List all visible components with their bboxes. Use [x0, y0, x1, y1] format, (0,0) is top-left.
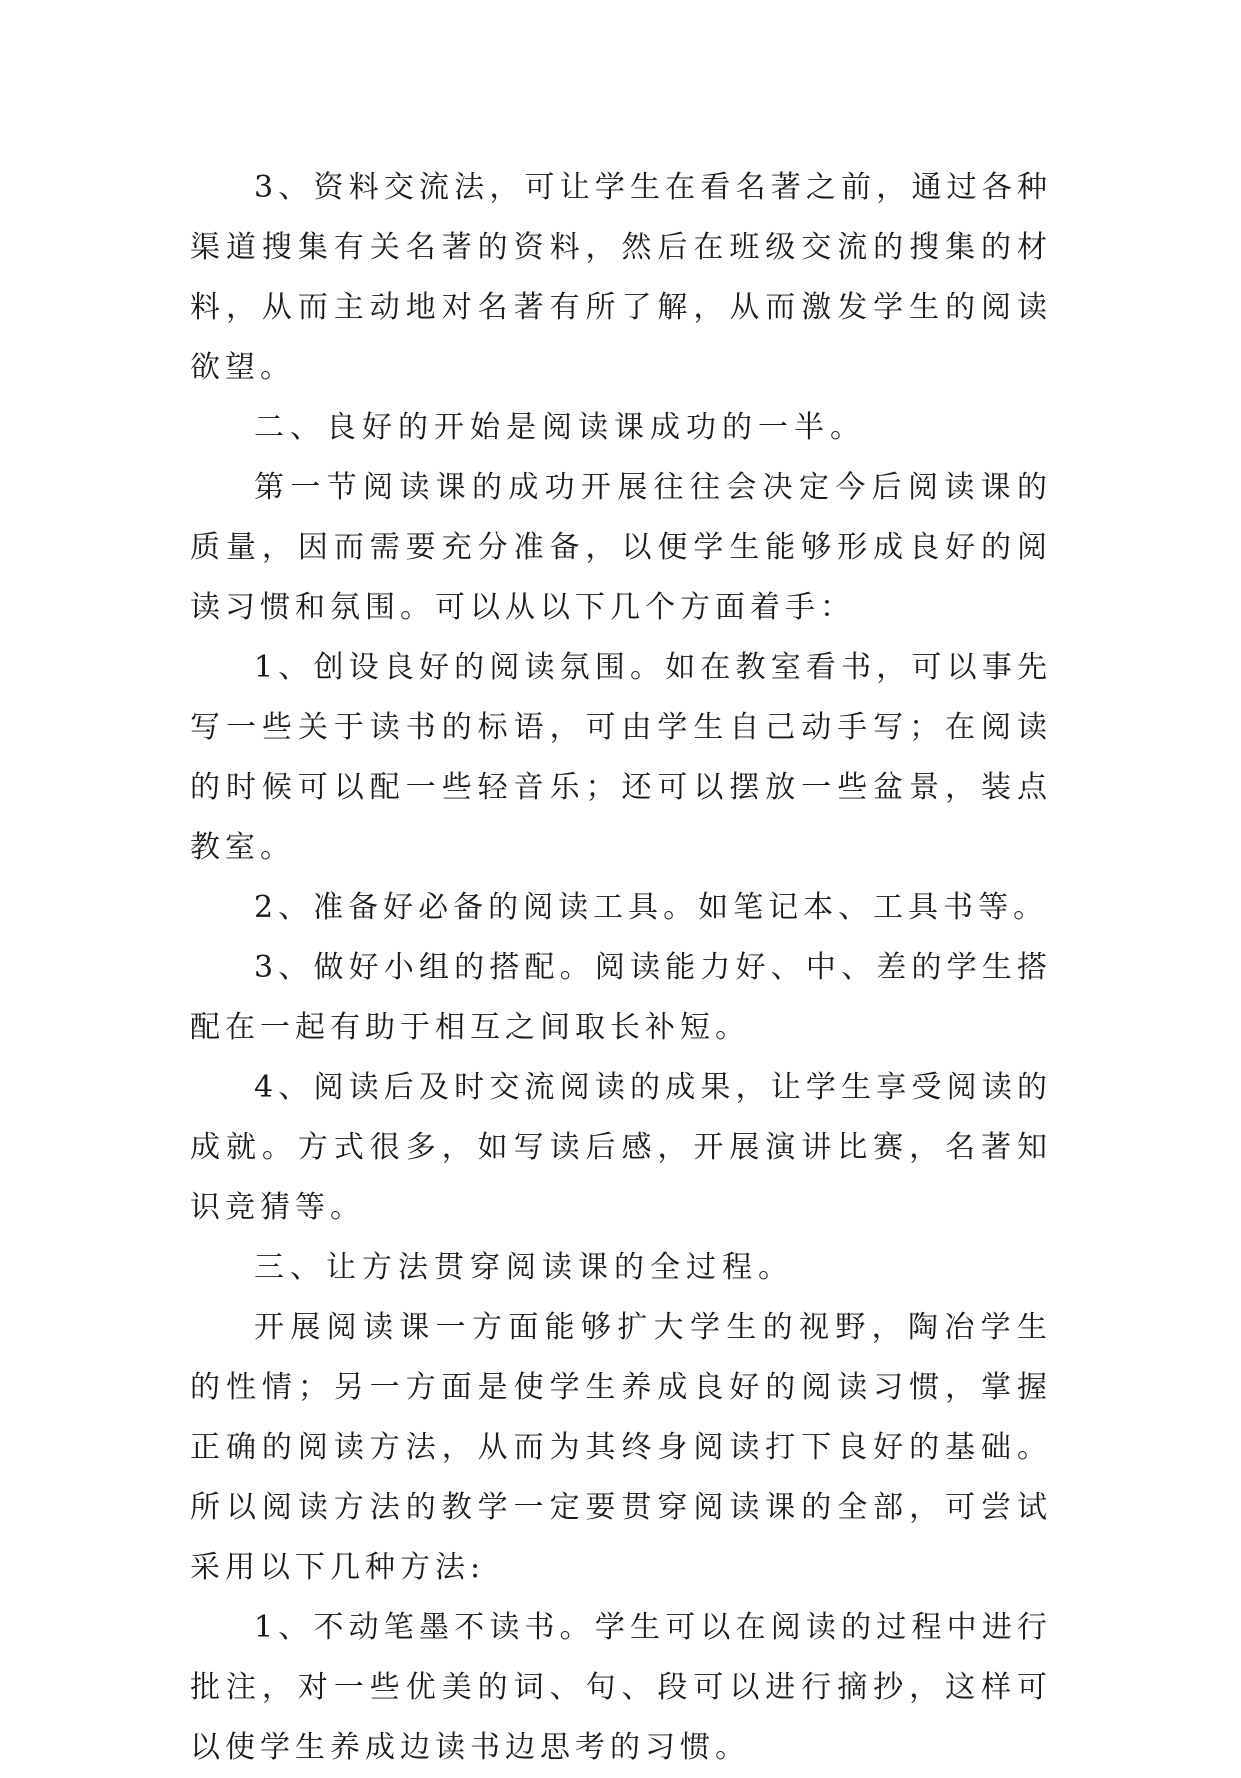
section-heading-2: 二、良好的开始是阅读课成功的一半。 — [254, 410, 866, 445]
paragraph-method-1-annotate: 1、不动笔墨不读书。学生可以在阅读的过程中进行批注，对一些优美的词、句、段可以进行摘抄，这样可以使学生养成边读书边思考的习惯。 — [190, 1610, 1052, 1765]
paragraph-first-reading-class: 第一节阅读课的成功开展往往会决定今后阅读课的质量，因而需要充分准备，以便学生能够形成良好的阅读习惯和氛围。可以从以下几个方面着手： — [190, 470, 1052, 625]
paragraph-reading-methods-intro: 开展阅读课一方面能够扩大学生的视野，陶冶学生的性情；另一方面是使学生养成良好的阅读习惯，掌握正确的阅读方法，从而为其终身阅读打下良好的基础。所以阅读方法的教学一定要贯穿阅读课的全部，可尝试采用以下几种方法: — [190, 1310, 1052, 1585]
paragraph-item-1-atmosphere: 1、创设良好的阅读氛围。如在教室看书，可以事先写一些关于读书的标语，可由学生自己动手写；在阅读的时候可以配一些轻音乐；还可以摆放一些盆景，装点教室。 — [190, 650, 1052, 865]
paragraph-item-3-groups: 3、做好小组的搭配。阅读能力好、中、差的学生搭配在一起有助于相互之间取长补短。 — [190, 950, 1052, 1045]
paragraph-item-4-exchange-results: 4、阅读后及时交流阅读的成果，让学生享受阅读的成就。方式很多，如写读后感，开展演讲比赛，名著知识竞猜等。 — [190, 1070, 1052, 1225]
document-body — [190, 158, 1052, 1778]
section-heading-3: 三、让方法贯穿阅读课的全过程。 — [254, 1250, 794, 1285]
paragraph-item-2-tools: 2、准备好必备的阅读工具。如笔记本、工具书等。 — [254, 890, 1049, 925]
paragraph-method-3-material-exchange: 3、资料交流法，可让学生在看名著之前，通过各种渠道搜集有关名著的资料，然后在班级交流的搜集的材料，从而主动地对名著有所了解，从而激发学生的阅读欲望。 — [190, 170, 1052, 385]
